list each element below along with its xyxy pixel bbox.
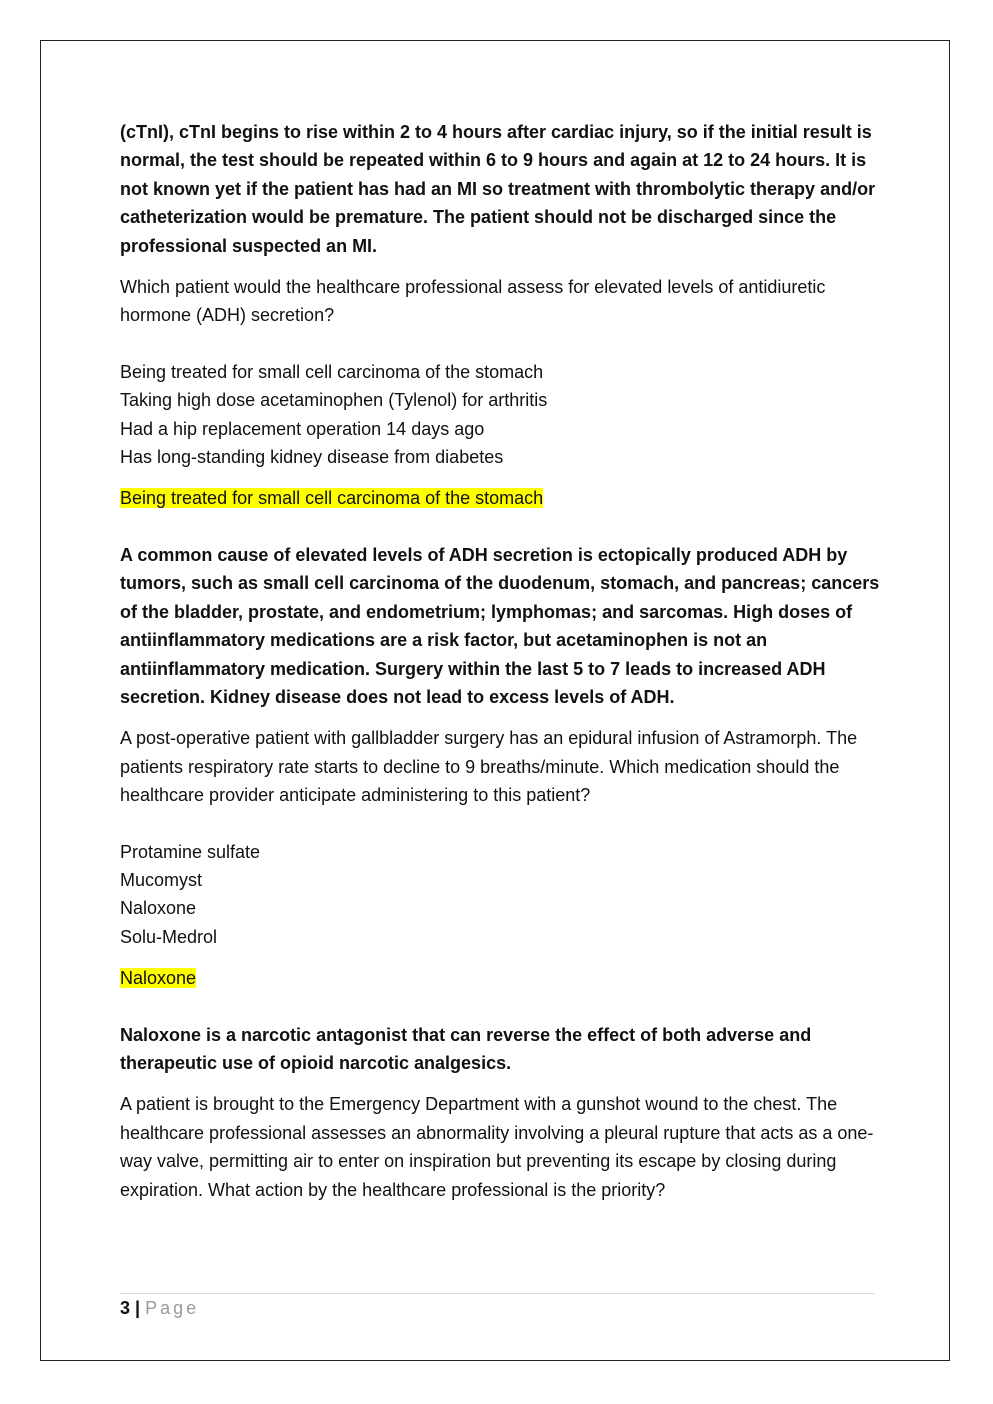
question-1-option-c: Had a hip replacement operation 14 days ago — [120, 418, 485, 439]
question-2-rationale: Naloxone is a narcotic antagonist that can reverse the effect of both adverse and therapeutic use of opioid narcotic analgesics. — [120, 1024, 812, 1073]
question-1-answer: Being treated for small cell carcinoma of the stomach — [120, 488, 544, 509]
page-label: Page — [145, 1298, 200, 1318]
question-1-options — [120, 358, 880, 472]
page-footer — [120, 1296, 199, 1320]
document-body — [120, 118, 880, 1204]
intro-answer-rationale: (cTnI), cTnI begins to rise within 2 to 4 hours after cardiac injury, so if the initial result is normal, the test should be repeated within 6 to 9 hours and again at 12 to 24 hours. It is not known yet if the patient has had an MI so treatment with thrombolytic therapy and/or catheterization would be premature. The patient should not be discharged since the professional suspected an MI. — [120, 122, 876, 256]
question-2-options — [120, 838, 880, 952]
question-1-option-a: Being treated for small cell carcinoma of the stomach — [120, 361, 544, 382]
question-1-option-b: Taking high dose acetaminophen (Tylenol) for arthritis — [120, 390, 548, 411]
question-1-rationale: A common cause of elevated levels of ADH secretion is ectopically produced ADH by tumors, such as small cell carcinoma of the duodenum, stomach, and pancreas; cancers of the bladder, prostate, and endometrium; lymphomas; and sarcomas. High doses of antiinflammatory medications are a risk factor, but acetaminophen is not an antiinflammatory medication. Surgery within the last 5 to 7 leads to increased ADH secretion. Kidney disease does not lead to excess levels of ADH. — [120, 544, 880, 707]
footer-separator: | — [135, 1298, 141, 1318]
question-2-text: A post-operative patient with gallbladder surgery has an epidural infusion of Astramorph. The patients respiratory rate starts to decline to 9 breaths/minute. Which medication should the healthcare provider anticipate administering to this patient? — [120, 728, 858, 806]
footer-divider — [120, 1293, 875, 1294]
question-2-option-d: Solu-Medrol — [120, 926, 218, 947]
question-2-answer: Naloxone — [120, 968, 197, 989]
question-2-option-c: Naloxone — [120, 898, 197, 919]
question-2-option-a: Protamine sulfate — [120, 841, 261, 862]
question-2-option-b: Mucomyst — [120, 869, 203, 890]
question-3-text: A patient is brought to the Emergency Department with a gunshot wound to the chest. The healthcare professional assesses an abnormality involving a pleural rupture that acts as a one-way valve, permitting air to enter on inspiration but preventing its escape by closing during expiration. What action by the healthcare professional is the priority? — [120, 1094, 874, 1200]
question-1-text: Which patient would the healthcare professional assess for elevated levels of antidiuretic hormone (ADH) secretion? — [120, 277, 826, 326]
page-number: 3 — [120, 1298, 131, 1318]
question-1-option-d: Has long-standing kidney disease from diabetes — [120, 447, 504, 468]
